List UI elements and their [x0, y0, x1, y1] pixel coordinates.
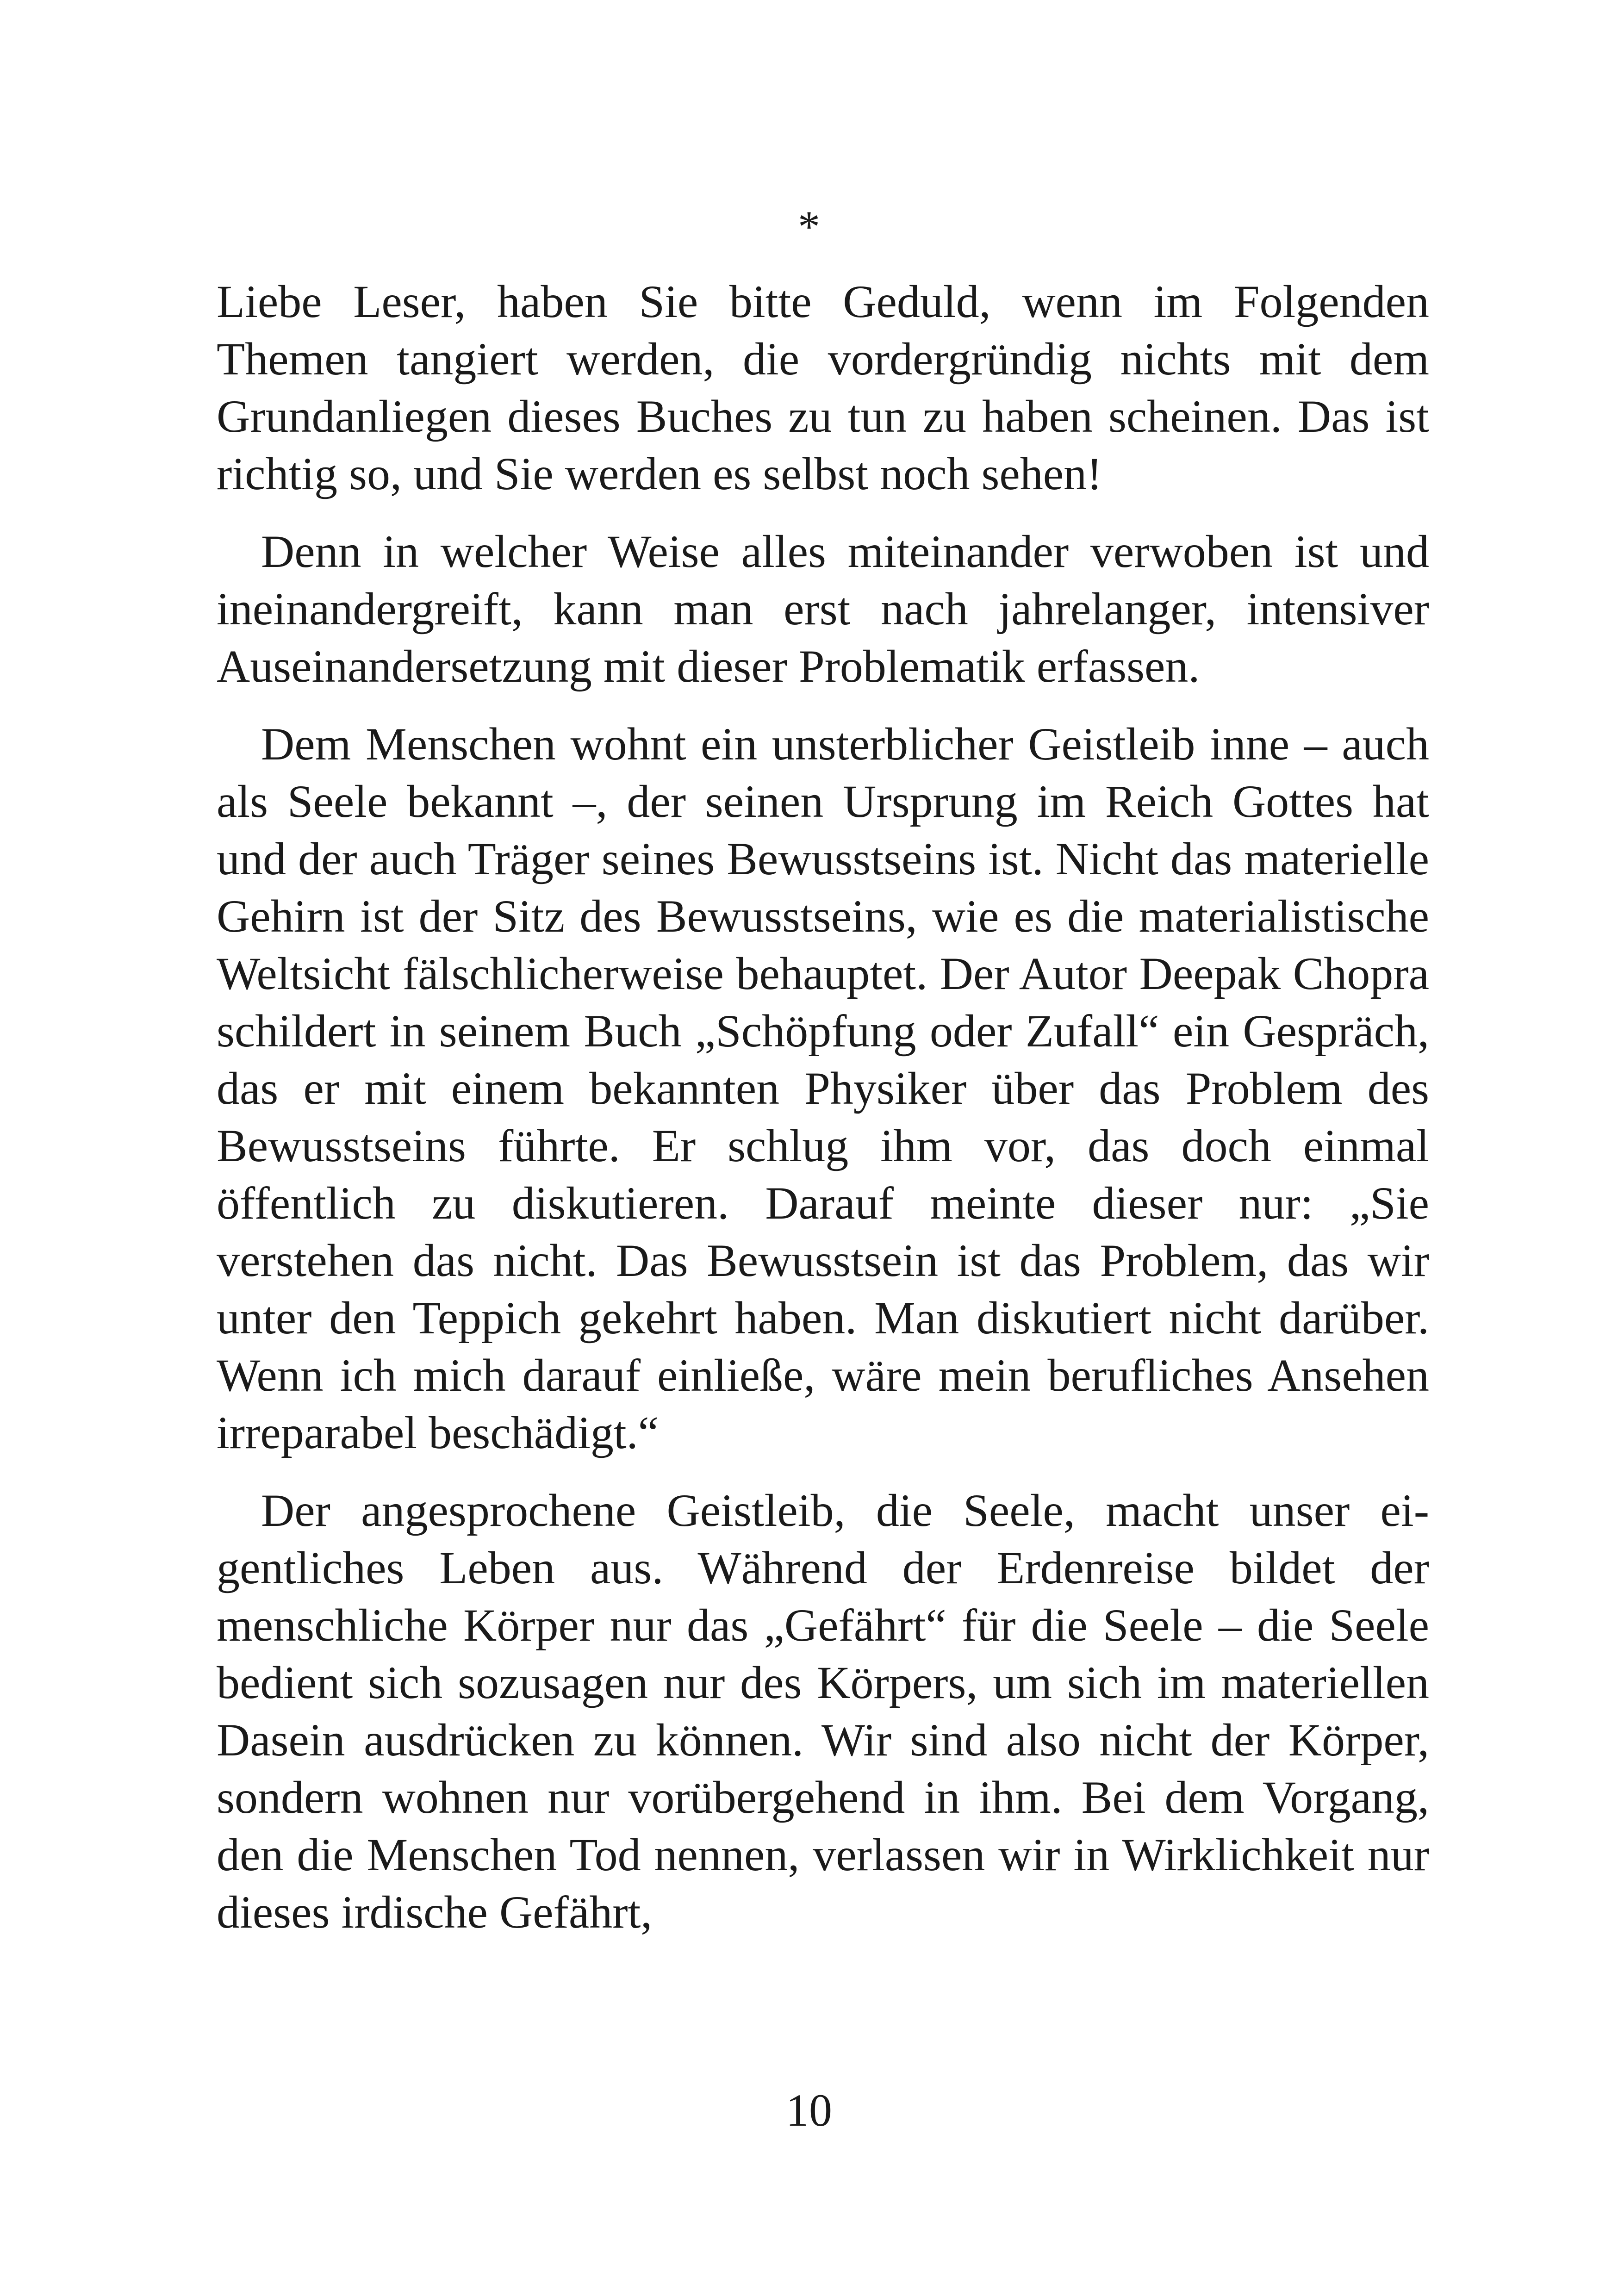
body-text: [217, 273, 1429, 1961]
paragraph-4: Der angesprochene Geistleib, die Seele, macht unser eigentliches Leben aus. Während der Erdenreise bildet der menschliche Körper nur das „Gefährt“ für die Seele – die Seele bedient sich sozusagen nur des Körpers, um sich im materiellen Dasein ausdrücken zu können. Wir sind also nicht der Körper, sondern wohnen nur vorübergehend in ihm. Bei dem Vorgang, den die Menschen Tod nennen, verlassen wir in Wirklichkeit nur dieses irdische Gefährt,: [217, 1485, 1429, 1938]
paragraph-3: Dem Menschen wohnt ein unsterblicher Geistleib inne – auch als Seele bekannt –, der seinen Ursprung im Reich Gottes hat und der auch Träger seines Bewusstseins ist. Nicht das materielle Gehirn ist der Sitz des Bewusstseins, wie es die materialistische Weltsicht fälschlicherweise behauptet. Der Autor Deepak Chopra schildert in seinem Buch „Schöpfung oder Zufall“ ein Gespräch, das er mit einem bekannten Physiker über das Problem des Bewusstseins führte. Er schlug ihm vor, das doch einmal öffentlich zu diskutieren. Darauf meinte dieser nur: „Sie verstehen das nicht. Das Bewusstsein ist das Problem, das wir unter den Teppich gekehrt haben. Man diskutiert nicht darüber. Wenn ich mich darauf einließe, wäre mein berufliches Ansehen irreparabel beschädigt.“: [217, 718, 1429, 1458]
section-separator: *: [798, 202, 820, 251]
page-number: 10: [786, 2084, 832, 2136]
paragraph-1: Liebe Leser, haben Sie bitte Geduld, wenn im Folgenden Themen tangiert werden, die vordergründig nichts mit dem Grundanliegen dieses Buches zu tun zu haben scheinen. Das ist richtig so, und Sie werden es selbst noch sehen!: [217, 276, 1429, 499]
paragraph-2: Denn in welcher Weise alles miteinander verwoben ist und ineinandergreift, kann man erst nach jahrelanger, intensiver Auseinandersetzung mit dieser Problematik erfassen.: [217, 526, 1429, 692]
